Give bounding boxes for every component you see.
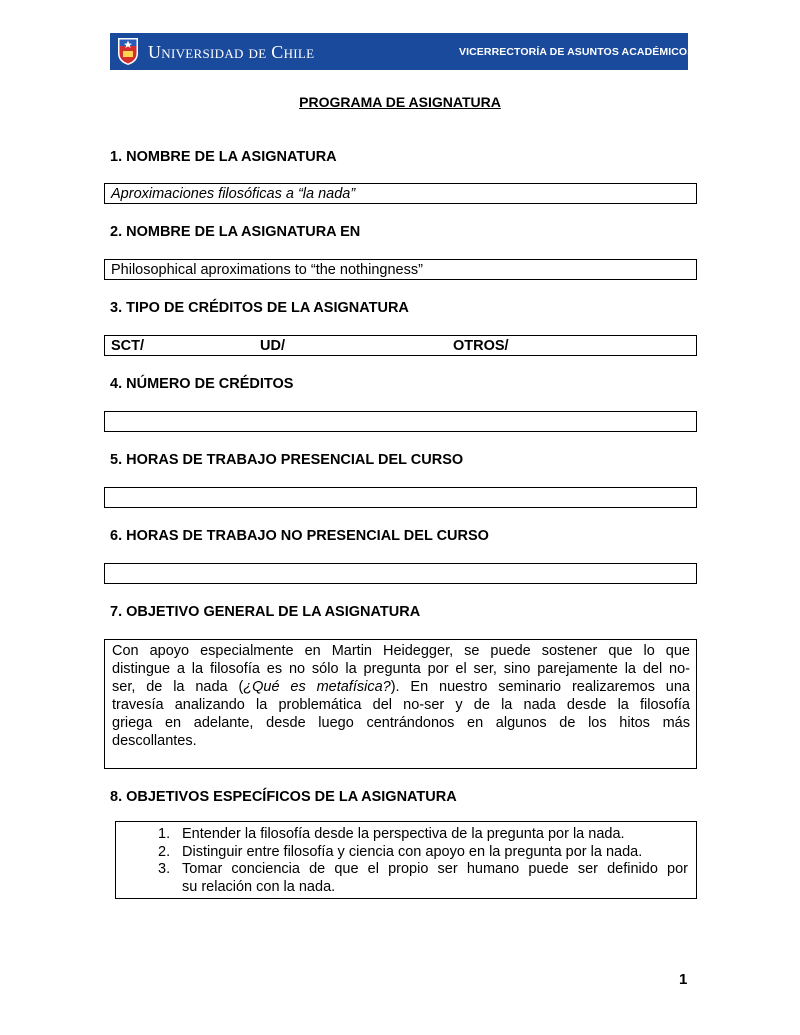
list-item-number: 2.: [158, 843, 171, 860]
course-name-english-field: Philosophical aproximations to “the nothingness”: [104, 259, 697, 280]
general-objective-text: ser, de la nada (: [112, 679, 244, 695]
section-2-heading: 2. NOMBRE DE LA ASIGNATURA EN: [110, 224, 361, 240]
general-objective-reference: ¿Qué es metafísica?: [243, 679, 391, 695]
section-5-heading: 5. HORAS DE TRABAJO PRESENCIAL DEL CURSO: [110, 452, 464, 468]
section-3-heading: 3. TIPO DE CRÉDITOS DE LA ASIGNATURA: [110, 300, 409, 316]
list-item-number: 3.: [158, 861, 171, 877]
section-1-heading: 1. NOMBRE DE LA ASIGNATURA: [110, 149, 337, 165]
page-number: 1: [679, 971, 688, 988]
list-item: [116, 826, 696, 844]
specific-objectives-box: [115, 821, 697, 899]
general-objective-line: Con apoyo especialmente en Martin Heidegger, se puede sostener que lo que: [112, 643, 690, 659]
in-person-hours-field: [104, 487, 697, 508]
list-item: [116, 844, 696, 862]
list-item: [116, 861, 696, 896]
course-name-field: Aproximaciones filosóficas a “la nada”: [104, 183, 697, 204]
general-objective-line: [112, 678, 690, 696]
university-banner: [110, 33, 695, 70]
general-objective-text: ). En nuestro seminario realizaremos una: [390, 679, 690, 695]
general-objective-line: descollantes.: [112, 733, 197, 749]
list-item-text: su relación con la nada.: [182, 878, 336, 895]
section-8-heading: 8. OBJETIVOS ESPECÍFICOS DE LA ASIGNATURA: [110, 789, 457, 805]
credit-type-field: [104, 335, 697, 356]
credit-ud-label: UD/: [260, 338, 285, 354]
credit-number-field: [104, 411, 697, 432]
general-objective-line: distingue a la filosofía es no sólo la pregunta por el ser, sino parejamente la del no-: [112, 661, 690, 677]
section-7-heading: 7. OBJETIVO GENERAL DE LA ASIGNATURA: [110, 604, 421, 620]
university-name: Universidad de Chile: [148, 42, 315, 62]
university-crest-icon: [116, 37, 140, 66]
general-objective-box: [104, 639, 697, 769]
section-4-heading: 4. NÚMERO DE CRÉDITOS: [110, 376, 294, 392]
credit-sct-label: SCT/: [111, 338, 145, 354]
non-in-person-hours-field: [104, 563, 697, 584]
document-title: PROGRAMA DE ASIGNATURA: [299, 94, 501, 110]
general-objective-line: griega en adelante, desde luego centrándonos en algunos de los hitos más: [112, 715, 690, 731]
list-item-number: 1.: [158, 826, 171, 842]
department-name: VICERRECTORÍA DE ASUNTOS ACADÉMICOS: [459, 46, 695, 58]
section-6-heading: 6. HORAS DE TRABAJO NO PRESENCIAL DEL CURSO: [110, 528, 489, 544]
list-item-text: Entender la filosofía desde la perspectiva de la pregunta por la nada.: [182, 826, 625, 842]
list-item-text: Distinguir entre filosofía y ciencia con apoyo en la pregunta por la nada.: [182, 843, 643, 860]
credit-otros-label: OTROS/: [453, 338, 509, 354]
list-item-text: Tomar conciencia de que el propio ser humano puede ser definido por: [182, 861, 688, 877]
general-objective-line: travesía analizando la problemática del no-ser y de la nada desde la filosofía: [112, 697, 690, 713]
